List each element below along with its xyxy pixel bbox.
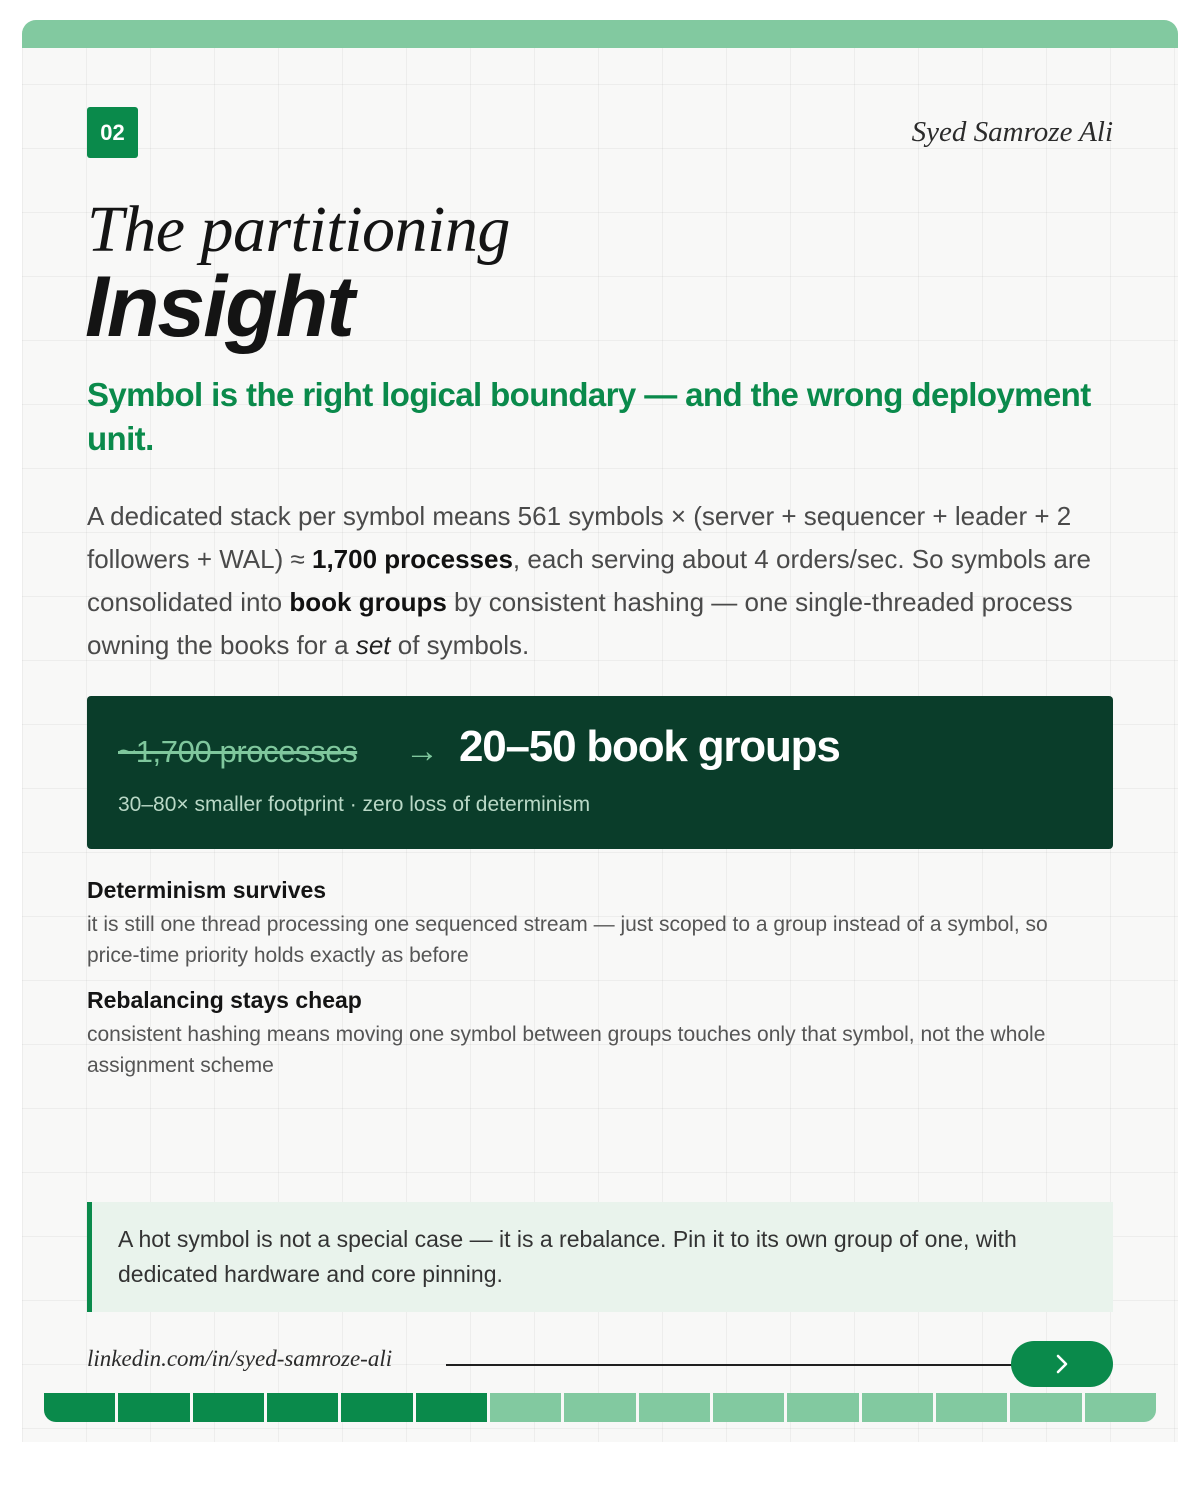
progress-segment-complete [118, 1393, 189, 1422]
progress-segment-pending [1010, 1393, 1081, 1422]
progress-segment-pending [639, 1393, 710, 1422]
comparison-highlight-box [87, 696, 1113, 849]
slide-progress-bar [44, 1393, 1156, 1422]
body-italic-set: set [355, 630, 391, 660]
new-book-group-count: 20–50 book groups [459, 722, 840, 771]
point-title-determinism: Determinism survives [87, 877, 327, 903]
progress-segment-pending [490, 1393, 561, 1422]
progress-segment-complete [267, 1393, 338, 1422]
callout-quote-text: A hot symbol is not a special case — it is a rebalance. Pin it to its own group of one, with dedicated hardware and core pinning. [118, 1226, 1017, 1287]
body-bold-processes: 1,700 processes [311, 544, 513, 574]
progress-segment-pending [787, 1393, 858, 1422]
top-accent-bar [22, 20, 1178, 48]
progress-segment-complete [416, 1393, 487, 1422]
progress-segment-pending [862, 1393, 933, 1422]
highlight-caption: 30–80× smaller footprint · zero loss of determinism [118, 793, 591, 816]
body-text-part: , each serving about 4 orders/sec. So symbols are consolidated into [87, 544, 1091, 617]
progress-segment-complete [44, 1393, 115, 1422]
progress-segment-complete [193, 1393, 264, 1422]
progress-segment-pending [936, 1393, 1007, 1422]
body-text-part: of symbols. [390, 630, 530, 660]
arrow-right-icon: → [405, 732, 439, 770]
body-text-part: by consistent hashing — one single-threaded process owning the books for a [87, 587, 1073, 660]
title-script-line: The partitioning [87, 193, 510, 266]
progress-segment-pending [713, 1393, 784, 1422]
linkedin-link[interactable]: linkedin.com/in/syed-samroze-ali [87, 1346, 393, 1371]
body-bold-book-groups: book groups [289, 587, 447, 617]
next-slide-button[interactable] [1011, 1341, 1113, 1387]
chevron-right-icon [1052, 1353, 1072, 1375]
point-text-determinism: it is still one thread processing one sequenced stream — just scoped to a group instead of a symbol, so price-time priority holds exactly as before [87, 913, 1048, 967]
footer-divider-line [446, 1364, 1046, 1366]
body-paragraph [87, 495, 1127, 667]
progress-segment-pending [564, 1393, 635, 1422]
callout-quote [87, 1202, 1113, 1312]
body-text-part: A dedicated stack per symbol means 561 symbols × (server + sequencer + leader + 2 followers + WAL) ≈ [87, 501, 1072, 574]
point-text-rebalancing: consistent hashing means moving one symbol between groups touches only that symbol, not the whole assignment scheme [87, 1023, 1046, 1077]
slide-card [22, 20, 1178, 1442]
subtitle: Symbol is the right logical boundary — and the wrong deployment unit. [87, 376, 1091, 457]
title-main-word: Insight [85, 259, 353, 355]
progress-segment-complete [341, 1393, 412, 1422]
point-title-rebalancing: Rebalancing stays cheap [87, 987, 362, 1013]
slide-number-badge: 02 [87, 107, 138, 158]
progress-segment-pending [1085, 1393, 1156, 1422]
author-name: Syed Samroze Ali [911, 116, 1113, 148]
old-process-count: ~1,700 processes [118, 734, 358, 769]
